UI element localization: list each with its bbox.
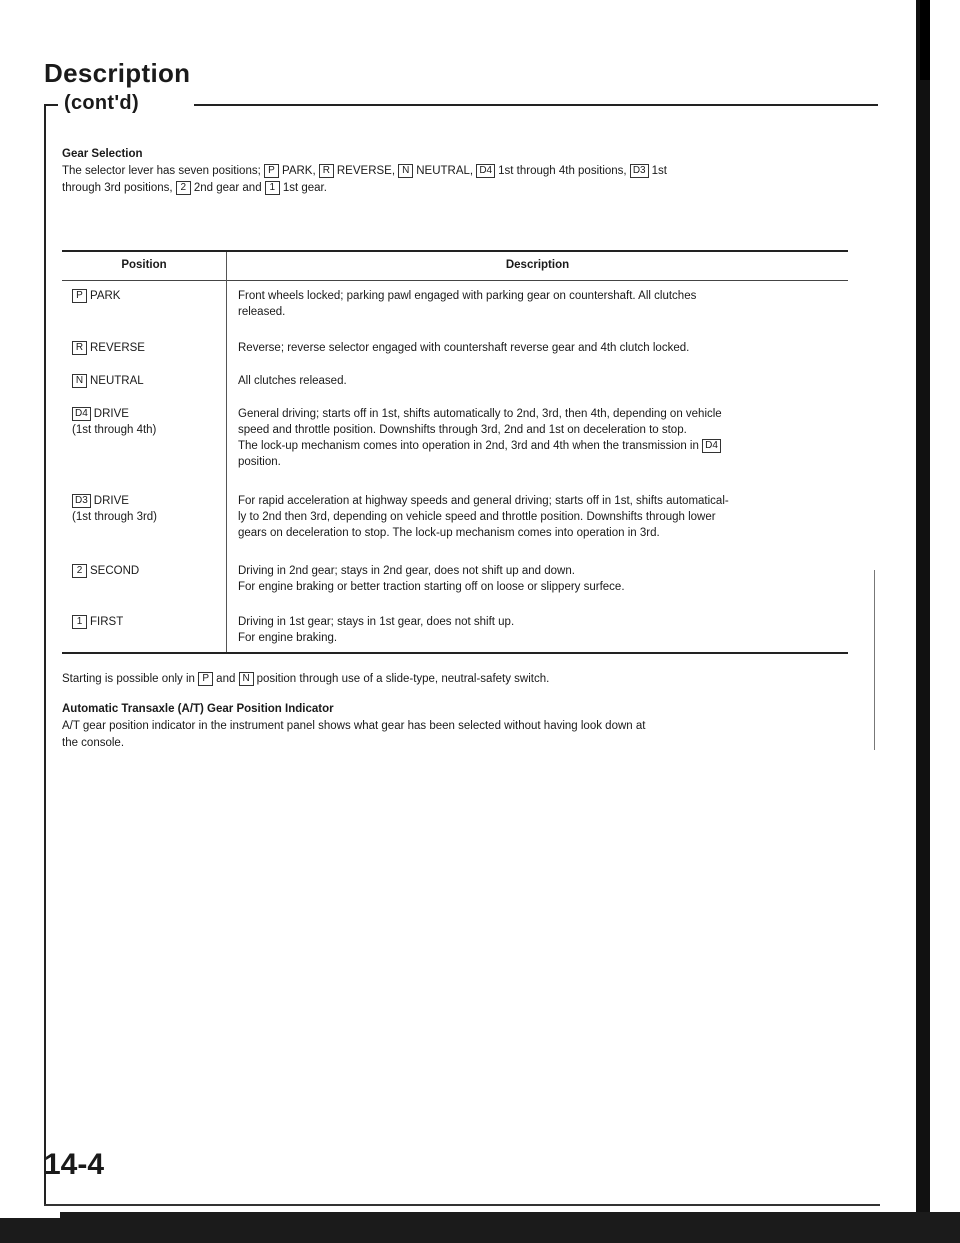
table-row-description-drive-d4 xyxy=(238,406,838,470)
position-name: NEUTRAL xyxy=(90,375,144,387)
gear-key-badge: P xyxy=(198,672,213,686)
frame-bottom-rule xyxy=(44,1204,880,1206)
description-line: For engine braking or better traction starting off on loose or slippery surfece. xyxy=(238,581,625,593)
position-name: DRIVE xyxy=(93,495,129,507)
page-title: Description xyxy=(44,58,191,88)
table-row-description-second xyxy=(238,563,838,595)
table-row-description-park xyxy=(238,288,838,320)
position-name: FIRST xyxy=(90,616,124,628)
column-header-position: Position xyxy=(121,259,167,271)
table-row-description-drive-d3 xyxy=(238,493,838,541)
column-divider xyxy=(226,252,227,652)
page-subtitle: (cont'd) xyxy=(64,92,139,114)
position-name: REVERSE xyxy=(90,342,145,354)
text-segment: PARK, xyxy=(282,165,316,177)
gear-key-badge: D3 xyxy=(72,494,91,508)
header-rule-right xyxy=(194,104,878,106)
position-range: (1st through 3rd) xyxy=(72,511,158,523)
frame-left-rule xyxy=(44,104,46,1204)
description-line: gears on deceleration to stop. The lock-up mechanism comes into operation in 3rd. xyxy=(238,527,660,539)
table-row-position-neutral xyxy=(72,373,222,389)
table-row-position-drive-d4 xyxy=(72,406,222,438)
right-edge-bar-top xyxy=(920,0,930,80)
gear-key-badge: D4 xyxy=(702,439,721,453)
indicator-heading: Automatic Transaxle (A/T) Gear Position Indicator xyxy=(62,703,334,715)
description-line: speed and throttle position. Downshifts through 3rd, 2nd and 1st on deceleration to stop. xyxy=(238,424,687,436)
gear-key-badge: P xyxy=(72,289,87,303)
gear-key-badge: D4 xyxy=(476,164,495,178)
position-range: (1st through 4th) xyxy=(72,424,157,436)
starting-note xyxy=(62,671,862,688)
table-header-row xyxy=(62,252,848,281)
gear-key-badge: R xyxy=(72,341,87,355)
bottom-edge-strip xyxy=(0,1212,960,1243)
gear-selection-text xyxy=(62,163,862,197)
description-line: position. xyxy=(238,456,281,468)
right-edge-bar xyxy=(916,0,930,1243)
gear-key-badge: 1 xyxy=(72,615,87,629)
gear-key-badge: D4 xyxy=(72,407,91,421)
indicator-text xyxy=(62,718,862,752)
bottom-edge-gap xyxy=(0,1212,60,1218)
text-segment: 1st xyxy=(651,165,667,177)
gear-position-table xyxy=(62,250,848,654)
text-segment: position through use of a slide-type, neutral-safety switch. xyxy=(256,673,550,685)
position-name: DRIVE xyxy=(93,408,129,420)
text-segment: 1st through 4th positions, xyxy=(498,165,627,177)
description-line xyxy=(238,438,838,454)
indicator-line-1: A/T gear position indicator in the instrument panel shows what gear has been selected without having look down at xyxy=(62,720,646,732)
description-line: Driving in 1st gear; stays in 1st gear, does not shift up. xyxy=(238,616,515,628)
table-row-position-park xyxy=(72,288,222,304)
gear-key-badge: N xyxy=(398,164,413,178)
table-row-position-drive-d3 xyxy=(72,493,222,525)
gear-selection-heading: Gear Selection xyxy=(62,148,143,160)
gear-key-badge: P xyxy=(264,164,279,178)
description-line: Front wheels locked; parking pawl engaged with parking gear on countershaft. All clutches xyxy=(238,290,697,302)
gear-key-badge: N xyxy=(239,672,254,686)
gear-key-badge: N xyxy=(72,374,87,388)
text-segment: 1st gear. xyxy=(282,182,327,194)
gear-key-badge: 2 xyxy=(176,181,191,195)
gear-key-badge: 2 xyxy=(72,564,87,578)
text-segment: through 3rd positions, xyxy=(62,182,173,194)
text-segment: Starting is possible only in xyxy=(62,673,195,685)
gear-key-badge: 1 xyxy=(265,181,280,195)
description-line: Driving in 2nd gear; stays in 2nd gear, does not shift up and down. xyxy=(238,565,575,577)
gear-selection-line-2 xyxy=(62,180,862,197)
table-row-description-neutral xyxy=(238,373,838,389)
description-line: For engine braking. xyxy=(238,632,338,644)
description-line: ly to 2nd then 3rd, depending on vehicle speed and throttle position. Downshifts through lower xyxy=(238,511,716,523)
text-segment: and xyxy=(216,673,236,685)
table-row-description-first xyxy=(238,614,838,646)
description-line: General driving; starts off in 1st, shifts automatically to 2nd, 3rd, then 4th, depending on vehicle xyxy=(238,408,722,420)
gear-key-badge: R xyxy=(319,164,334,178)
header-rule-left xyxy=(44,104,58,106)
gear-key-badge: D3 xyxy=(630,164,649,178)
table-row-position-first xyxy=(72,614,222,630)
description-line: For rapid acceleration at highway speeds and general driving; starts off in 1st, shifts automatical- xyxy=(238,495,729,507)
text-segment: NEUTRAL, xyxy=(416,165,474,177)
gear-selection-line-1 xyxy=(62,163,862,180)
text-segment: The lock-up mechanism comes into operation in 2nd, 3rd and 4th when the transmission in xyxy=(238,440,699,452)
text-segment: 2nd gear and xyxy=(193,182,262,194)
description-line: Reverse; reverse selector engaged with countershaft reverse gear and 4th clutch locked. xyxy=(238,342,690,354)
indicator-line-2: the console. xyxy=(62,737,125,749)
scan-line xyxy=(874,570,875,750)
position-name: PARK xyxy=(90,290,121,302)
text-segment: The selector lever has seven positions; xyxy=(62,165,261,177)
position-name: SECOND xyxy=(90,565,140,577)
text-segment: REVERSE, xyxy=(336,165,396,177)
description-line: All clutches released. xyxy=(238,375,347,387)
page-number: 14-4 xyxy=(44,1148,105,1181)
table-row-position-reverse xyxy=(72,340,222,356)
table-row-description-reverse xyxy=(238,340,838,356)
column-header-description: Description xyxy=(505,259,570,271)
description-line: released. xyxy=(238,306,286,318)
table-row-position-second xyxy=(72,563,222,579)
